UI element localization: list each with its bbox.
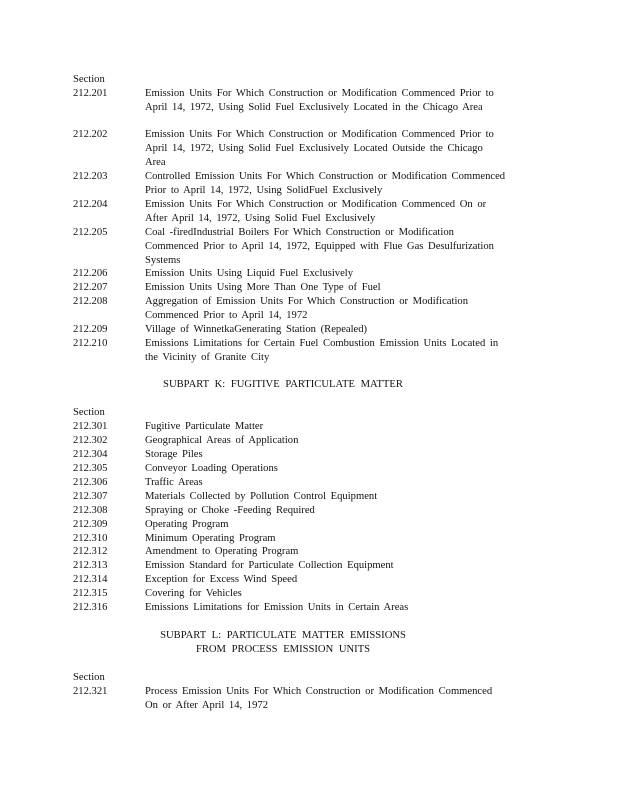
section-title: Materials Collected by Pollution Control Equipment	[145, 491, 378, 502]
toc-entry-212-316	[73, 601, 513, 615]
toc-entry-212-314	[73, 573, 513, 587]
section-number: 212.301	[73, 421, 108, 432]
section-title: Traffic Areas	[145, 477, 203, 488]
toc-entry-212-308	[73, 504, 513, 518]
section-number: 212.312	[73, 546, 108, 557]
section-number: 212.314	[73, 574, 108, 585]
section-title: Covering for Vehicles	[145, 588, 242, 599]
toc-entry-212-304	[73, 448, 513, 462]
section-number: 212.204	[73, 199, 108, 210]
toc-entry-212-206	[73, 267, 513, 281]
section-number: 212.206	[73, 268, 108, 279]
section-number: 212.302	[73, 435, 108, 446]
toc-entry-212-305	[73, 462, 513, 476]
section-title: Emission Standard for Particulate Collection Equipment	[145, 560, 394, 571]
section-title: Aggregation of Emission Units For Which Construction or Modification Commenced Prior to April 14, 1972	[145, 296, 468, 321]
toc-entry-212-310	[73, 532, 513, 546]
section-number: 212.313	[73, 560, 108, 571]
section-title: Emission Units For Which Construction or Modification Commenced Prior to April 14, 1972, Using Solid Fuel Exclusively Located in the Chicago Area	[145, 88, 494, 113]
section-number: 212.310	[73, 533, 108, 544]
toc-entry-212-202	[73, 128, 513, 170]
section-number: 212.307	[73, 491, 108, 502]
section-number: 212.304	[73, 449, 108, 460]
section-number: 212.321	[73, 686, 108, 697]
toc-entry-212-209	[73, 323, 513, 337]
section-number: 212.208	[73, 296, 108, 307]
section-label: Section	[73, 407, 105, 418]
section-title: Amendment to Operating Program	[145, 546, 299, 557]
toc-entry-212-205	[73, 226, 513, 268]
section-title: Spraying or Choke -Feeding Required	[145, 505, 315, 516]
section-number: 212.209	[73, 324, 108, 335]
toc-entry-212-309	[73, 518, 513, 532]
section-title: Emissions Limitations for Emission Units in Certain Areas	[145, 602, 409, 613]
section-title: Village of WinnetkaGenerating Station (Repealed)	[145, 324, 368, 335]
section-number: 212.315	[73, 588, 108, 599]
section-number: 212.305	[73, 463, 108, 474]
section-title: Fugitive Particulate Matter	[145, 421, 264, 432]
toc-entry-212-204	[73, 198, 513, 226]
section-title: Operating Program	[145, 519, 229, 530]
section-title: Emission Units Using Liquid Fuel Exclusively	[145, 268, 354, 279]
toc-entry-212-307	[73, 490, 513, 504]
toc-entry-212-208	[73, 295, 513, 323]
section-label: Section	[73, 672, 105, 683]
section-title: Exception for Excess Wind Speed	[145, 574, 298, 585]
section-title: Geographical Areas of Application	[145, 435, 299, 446]
subpart-heading: SUBPART K: FUGITIVE PARTICULATE MATTER	[163, 379, 403, 390]
section-number: 212.201	[73, 88, 108, 99]
section-number: 212.203	[73, 171, 108, 182]
section-title: Coal -firedIndustrial Boilers For Which Construction or Modification Commenced Prior to April 14, 1972, Equipped with Flue Gas Desulfurization Systems	[145, 227, 494, 266]
section-number: 212.207	[73, 282, 108, 293]
section-number: 212.309	[73, 519, 108, 530]
toc-entry-212-321	[73, 685, 513, 713]
toc-entry-212-302	[73, 434, 513, 448]
toc-entry-212-210	[73, 337, 513, 365]
section-number: 212.316	[73, 602, 108, 613]
section-title: Controlled Emission Units For Which Construction or Modification Commenced Prior to April 14, 1972, Using SolidFuel Exclusively	[145, 171, 506, 196]
section-number: 212.202	[73, 129, 108, 140]
section-title: Emissions Limitations for Certain Fuel Combustion Emission Units Located in the Vicinity of Granite City	[145, 338, 499, 363]
toc-entry-212-306	[73, 476, 513, 490]
toc-entry-212-301	[73, 420, 513, 434]
section-title: Minimum Operating Program	[145, 533, 276, 544]
section-label: Section	[73, 74, 105, 85]
subpart-heading: SUBPART L: PARTICULATE MATTER EMISSIONS	[160, 630, 406, 641]
section-number: 212.205	[73, 227, 108, 238]
section-number: 212.308	[73, 505, 108, 516]
section-number: 212.306	[73, 477, 108, 488]
toc-entry-212-203	[73, 170, 513, 198]
section-title: Conveyor Loading Operations	[145, 463, 278, 474]
section-number: 212.210	[73, 338, 108, 349]
subpart-heading-line-2: FROM PROCESS EMISSION UNITS	[195, 644, 371, 655]
section-title: Emission Units For Which Construction or Modification Commenced On or After April 14, 1972, Using Solid Fuel Exclusively	[145, 199, 487, 224]
toc-entry-212-207	[73, 281, 513, 295]
section-title: Emission Units For Which Construction or Modification Commenced Prior to April 14, 1972, Using Solid Fuel Exclusively Located Outside the Chicago Area	[145, 129, 494, 168]
toc-entry-212-315	[73, 587, 513, 601]
toc-entry-212-312	[73, 545, 513, 559]
section-title: Emission Units Using More Than One Type of Fuel	[145, 282, 381, 293]
toc-entry-212-201	[73, 87, 513, 115]
section-title: Storage Piles	[145, 449, 203, 460]
toc-entry-212-313	[73, 559, 513, 573]
section-title: Process Emission Units For Which Construction or Modification Commenced On or After April 14, 1972	[145, 686, 493, 711]
